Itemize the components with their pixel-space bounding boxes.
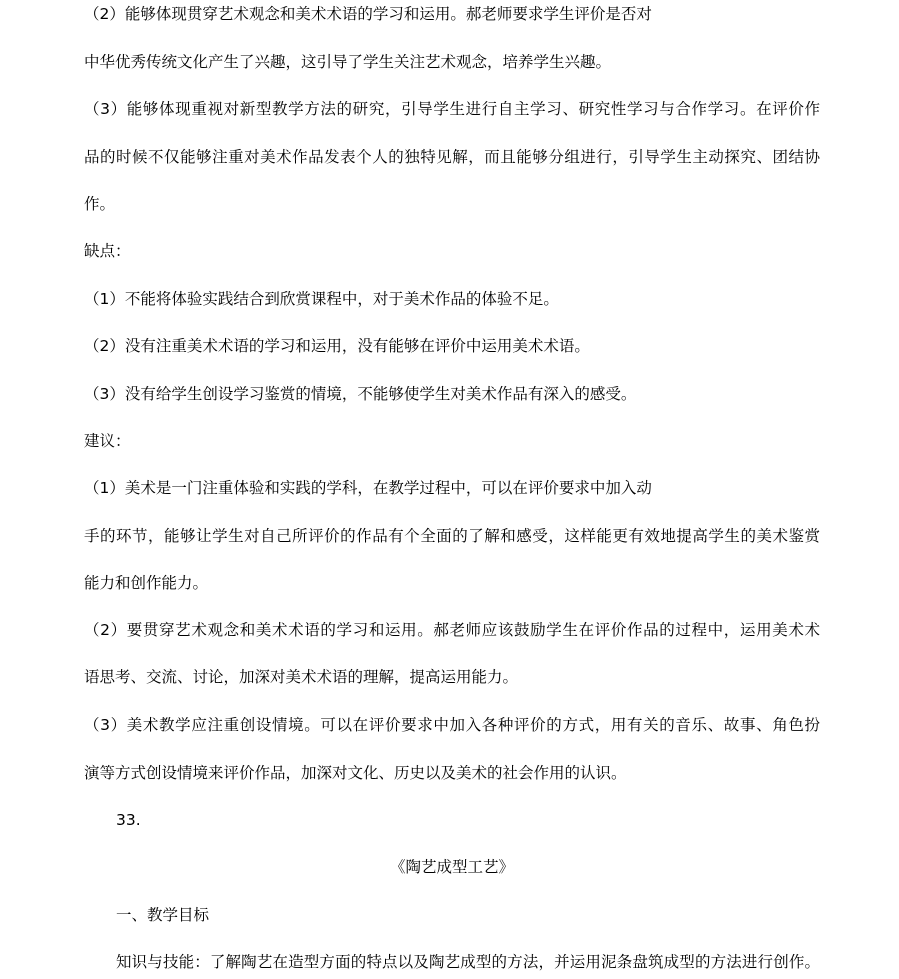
list-item: （3）没有给学生创设学习鉴赏的情境，不能够使学生对美术作品有深入的感受。 <box>84 385 637 403</box>
paragraph-line: 语思考、交流、讨论，加深对美术术语的理解，提高运用能力。 <box>84 668 519 686</box>
paragraph-line: 演等方式创设情境来评价作品，加深对文化、历史以及美术的社会作用的认识。 <box>84 764 627 782</box>
section-heading: 缺点： <box>84 242 131 260</box>
section-heading: 建议： <box>84 432 131 450</box>
paragraph-line: （1）美术是一门注重体验和实践的学科，在教学过程中，可以在评价要求中加入动 <box>84 479 652 497</box>
paragraph-line: 作。 <box>84 195 116 213</box>
list-item: （1）不能将体验实践结合到欣赏课程中，对于美术作品的体验不足。 <box>84 290 559 308</box>
paragraph-line: 品的时候不仅能够注重对美术作品发表个人的独特见解，而且能够分组进行，引导学生主动探究、团结协 <box>84 148 820 166</box>
question-number: 33. <box>116 811 141 829</box>
paragraph-line: 中华优秀传统文化产生了兴趣，这引导了学生关注艺术观念，培养学生兴趣。 <box>84 53 612 71</box>
list-item: （2）没有注重美术术语的学习和运用，没有能够在评价中运用美术术语。 <box>84 337 590 355</box>
section-heading: 一、教学目标 <box>116 906 210 924</box>
paragraph-line: 能力和创作能力。 <box>84 574 209 592</box>
paragraph-line: 手的环节，能够让学生对自己所评价的作品有个全面的了解和感受，这样能更有效地提高学生的美术鉴赏 <box>84 527 820 545</box>
paragraph-line: （2）能够体现贯穿艺术观念和美术术语的学习和运用。郝老师要求学生评价是否对 <box>84 5 652 23</box>
paragraph-line: （2）要贯穿艺术观念和美术术语的学习和运用。郝老师应该鼓励学生在评价作品的过程中，运用美术术 <box>84 621 820 639</box>
paragraph-line: 知识与技能：了解陶艺在造型方面的特点以及陶艺成型的方法，并运用泥条盘筑成型的方法进行创作。 <box>116 953 820 971</box>
paragraph-line: （3）能够体现重视对新型教学方法的研究，引导学生进行自主学习、研究性学习与合作学习。在评价作 <box>84 100 820 118</box>
paragraph-line: （3）美术教学应注重创设情境。可以在评价要求中加入各种评价的方式，用有关的音乐、故事、角色扮 <box>84 716 820 734</box>
lesson-title: 《陶艺成型工艺》 <box>389 858 514 876</box>
